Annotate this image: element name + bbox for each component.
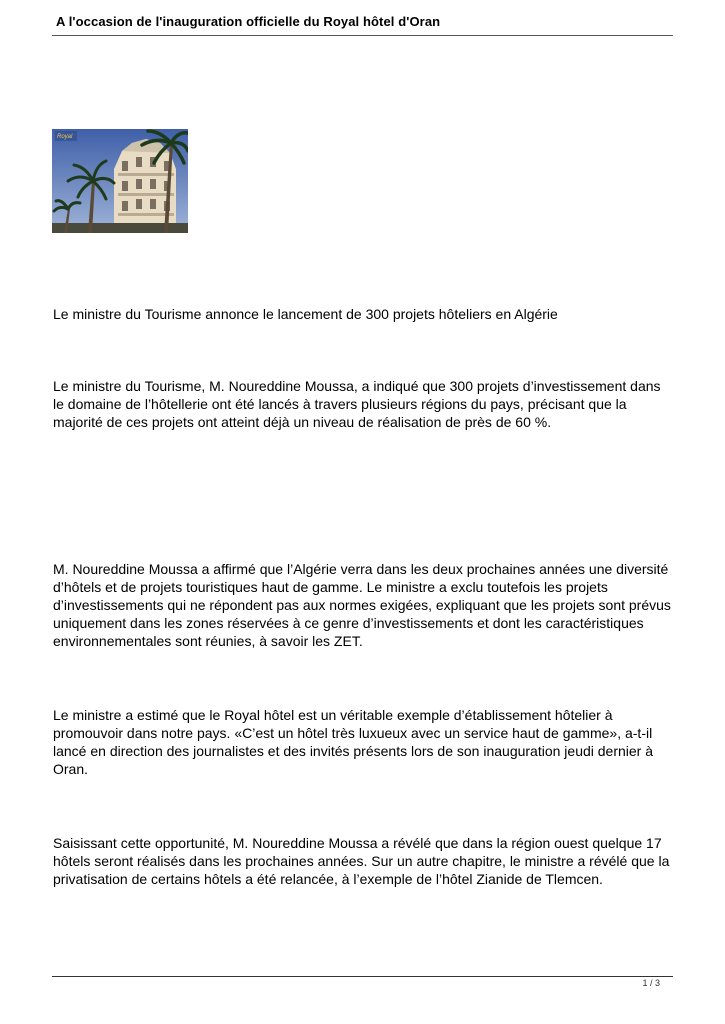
paragraph-1: Le ministre du Tourisme, M. Noureddine Moussa, a indiqué que 300 projets d’investissement dans le domaine de l’hôtellerie ont été lancés à travers plusieurs régions du pays, précisant que la majorité de ces projets ont atteint déjà un niveau de réalisation de près de 60 %. [53, 378, 661, 430]
page-title: A l'occasion de l'inauguration officielle du Royal hôtel d'Oran [56, 14, 441, 29]
footer-divider [52, 976, 673, 977]
header-divider [52, 35, 673, 36]
paragraph-2: M. Noureddine Moussa a affirmé que l’Algérie verra dans les deux prochaines années une diversité d’hôtels et de projets touristiques haut de gamme. Le ministre a exclu toutefois les projets d’investissements qui ne répondent pas aux normes exigées, expliquant que les projets sont prévus uniquement dans les zones réservées à ce genre d’investissements et dont les caractéristiques environnementales sont réunies, à savoir les ZET. [53, 561, 671, 649]
hotel-logo-text: Royal [57, 134, 73, 140]
hotel-photo [52, 129, 188, 233]
paragraph-4: Saisissant cette opportunité, M. Noureddine Moussa a révélé que dans la région ouest quelque 17 hôtels seront réalisés dans les prochaines années. Sur un autre chapitre, le ministre a révélé que la privatisation de certains hôtels a été relancée, à l’exemple de l’hôtel Zianide de Tlemcen. [53, 835, 670, 887]
article-headline: Le ministre du Tourisme annonce le lancement de 300 projets hôteliers en Algérie [53, 306, 558, 322]
page-number: 1 / 3 [642, 978, 660, 988]
paragraph-3: Le ministre a estimé que le Royal hôtel est un véritable exemple d’établissement hôtelier à promouvoir dans notre pays. «C’est un hôtel très luxueux avec un service haut de gamme», a-t-il lancé en direction des journalistes et des invités présents lors de son inauguration jeudi dernier à Oran. [53, 707, 654, 777]
